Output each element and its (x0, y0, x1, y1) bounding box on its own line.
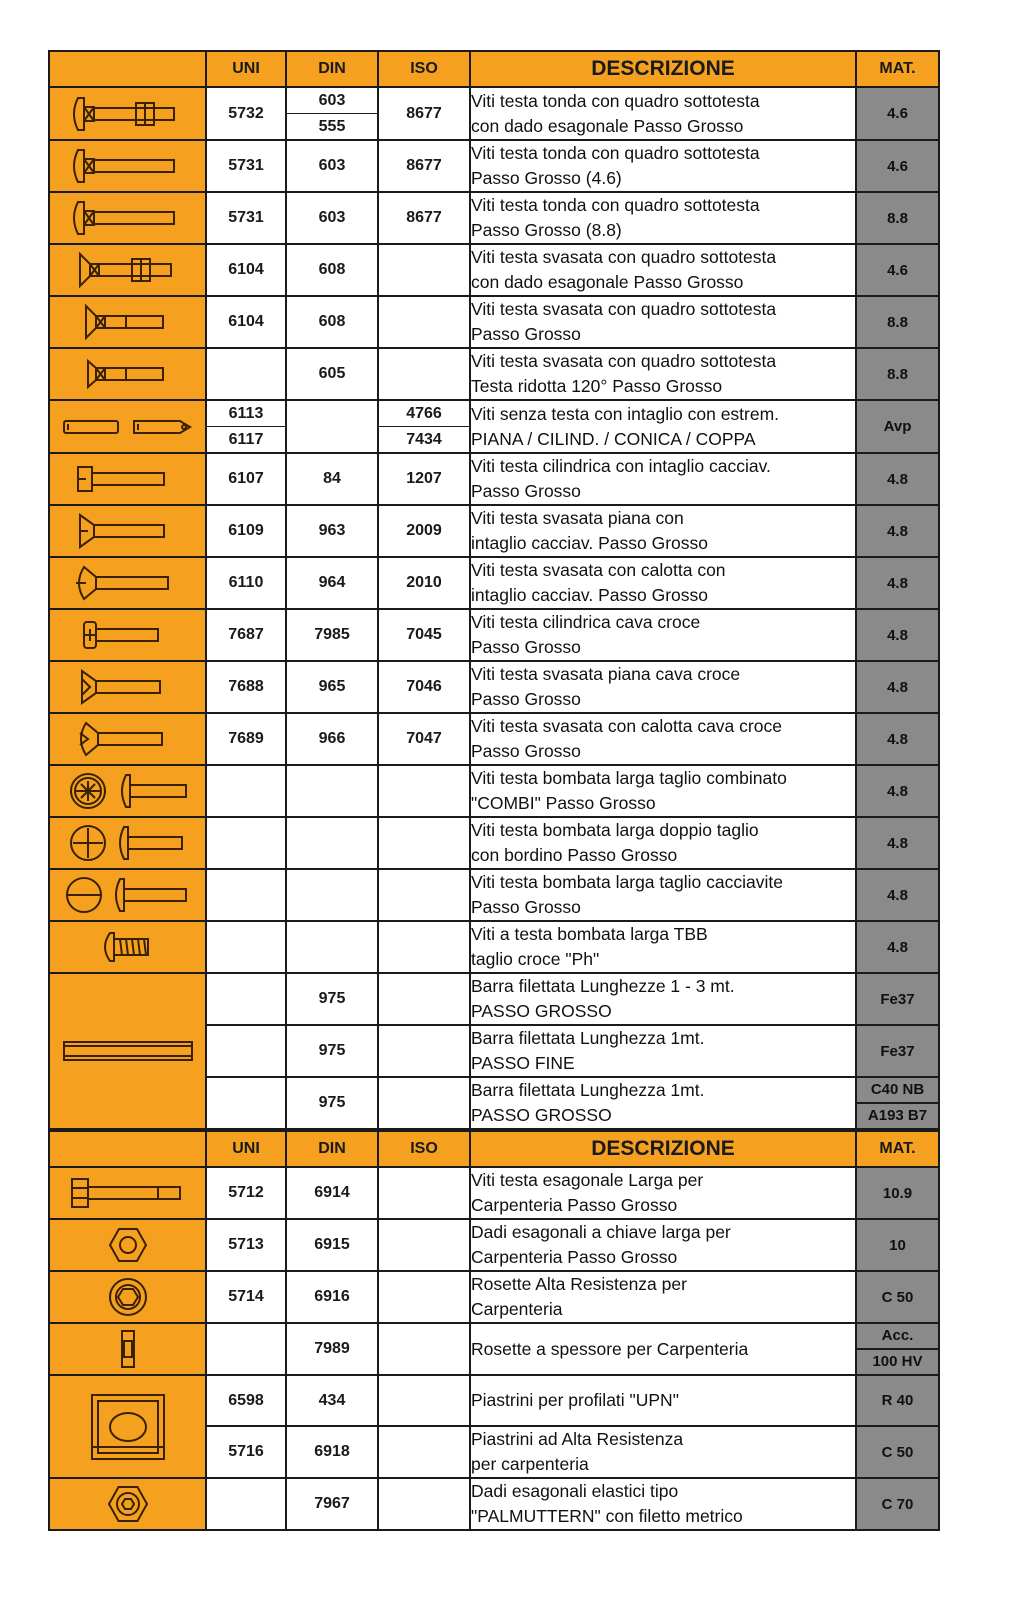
header-iso: ISO (378, 1131, 470, 1167)
material-cell: 8.8 (856, 296, 939, 348)
description-cell (470, 296, 856, 348)
structural-hex-nut-icon (50, 1223, 205, 1267)
din-cell: 7989 (286, 1323, 378, 1375)
description-cell (470, 1025, 856, 1077)
cell-line: Carpenteria Passo Grosso (471, 1195, 678, 1215)
header-descrizione: DESCRIZIONE (470, 51, 856, 87)
cell-line: Dadi esagonali a chiave larga per (471, 1222, 731, 1242)
material-cell: Avp (856, 400, 939, 453)
countersunk-square-bolt-nut-icon (50, 248, 205, 292)
iso-cell: 2009 (378, 505, 470, 557)
icon-cell (49, 192, 206, 244)
iso-cell (378, 973, 470, 1025)
description-cell (470, 192, 856, 244)
uni-cell (206, 1478, 286, 1530)
cell-line: Viti testa tonda con quadro sottotesta (471, 143, 760, 163)
din-cell: 603 (286, 192, 378, 244)
description-cell (470, 140, 856, 192)
uni-cell: 6598 (206, 1375, 286, 1426)
icon-cell (49, 557, 206, 609)
cell-line: Viti testa svasata con calotta con (471, 560, 726, 580)
header-uni: UNI (206, 51, 286, 87)
palnut-lock-nut-icon (50, 1482, 205, 1526)
cell-line: PASSO GROSSO (471, 1001, 612, 1021)
iso-cell: 1207 (378, 453, 470, 505)
cell-line: Piastrini per profilati "UPN" (471, 1390, 679, 1410)
description-cell (470, 87, 856, 140)
cell-line: Viti testa tonda con quadro sottotesta (471, 195, 760, 215)
description-cell (470, 1219, 856, 1271)
cell-line: Passo Grosso (471, 741, 581, 761)
uni-cell (206, 817, 286, 869)
header-uni: UNI (206, 1131, 286, 1167)
din-cell: 975 (286, 1077, 378, 1129)
description-cell (470, 921, 856, 973)
material-cell: 4.6 (856, 87, 939, 140)
din-cell: 975 (286, 973, 378, 1025)
icon-cell (49, 453, 206, 505)
carriage-bolt-icon (50, 144, 205, 188)
cell-line: 6113 (228, 405, 264, 422)
uni-cell: 6104 (206, 296, 286, 348)
material-cell: 4.6 (856, 140, 939, 192)
raised-countersunk-slotted-screw-icon (50, 561, 205, 605)
uni-cell: 6107 (206, 453, 286, 505)
table-row (49, 1323, 939, 1375)
cell-line: Passo Grosso (471, 689, 581, 709)
table-row (49, 1478, 939, 1530)
din-cell: 975 (286, 1025, 378, 1077)
material-cell: 4.8 (856, 713, 939, 765)
din-cell: 608 (286, 296, 378, 348)
cell-line: Viti testa svasata piana con (471, 508, 684, 528)
cell-line: Viti testa bombata larga doppio taglio (471, 820, 759, 840)
uni-cell (206, 869, 286, 921)
cell-line: Acc. (881, 1327, 914, 1344)
uni-cell: 7688 (206, 661, 286, 713)
table-header (49, 1131, 939, 1167)
description-cell (470, 869, 856, 921)
cell-line: taglio croce "Ph" (471, 949, 600, 969)
icon-cell (49, 921, 206, 973)
uni-cell (206, 973, 286, 1025)
icon-cell (49, 713, 206, 765)
uni-cell: 6104 (206, 244, 286, 296)
iso-cell (378, 921, 470, 973)
carriage-bolt-nut-icon (50, 92, 205, 136)
uni-cell (206, 1077, 286, 1129)
iso-cell (378, 296, 470, 348)
din-cell: 6914 (286, 1167, 378, 1219)
description-cell (470, 1077, 856, 1129)
countersunk-slotted-screw-icon (50, 509, 205, 553)
din-cell (286, 869, 378, 921)
material-cell: 4.8 (856, 817, 939, 869)
iso-cell (378, 348, 470, 400)
description-cell (470, 1426, 856, 1478)
cell-line: Viti a testa bombata larga TBB (471, 924, 708, 944)
din-cell: 964 (286, 557, 378, 609)
description-cell (470, 1167, 856, 1219)
uni-cell: 6109 (206, 505, 286, 557)
iso-cell: 7047 (378, 713, 470, 765)
table-row (49, 713, 939, 765)
cell-line: Viti testa svasata con quadro sottotesta (471, 247, 777, 267)
iso-cell: 8677 (378, 87, 470, 140)
iso-cell: 7046 (378, 661, 470, 713)
structural-hex-bolt-icon (50, 1171, 205, 1215)
din-cell: 605 (286, 348, 378, 400)
din-cell: 7985 (286, 609, 378, 661)
icon-cell (49, 296, 206, 348)
iso-cell: 2010 (378, 557, 470, 609)
uni-cell (206, 348, 286, 400)
icon-cell (49, 869, 206, 921)
cell-line: Viti testa bombata larga taglio cacciavite (471, 872, 783, 892)
cell-line: Passo Grosso (471, 637, 581, 657)
header-mat: MAT. (856, 51, 939, 87)
combi-pan-head-screw-icon (50, 769, 205, 813)
cell-line: Testa ridotta 120° Passo Grosso (471, 376, 723, 396)
cell-line: Viti testa cilindrica con intaglio cacciav. (471, 456, 771, 476)
material-cell: 10 (856, 1219, 939, 1271)
cell-line: Passo Grosso (471, 324, 581, 344)
description-cell (470, 400, 856, 453)
iso-cell: 8677 (378, 140, 470, 192)
cell-line: Carpenteria Passo Grosso (471, 1247, 678, 1267)
icon-cell (49, 1167, 206, 1219)
icon-cell (49, 348, 206, 400)
icon-cell (49, 1478, 206, 1530)
din-cell: 963 (286, 505, 378, 557)
header-icon-cell (49, 51, 206, 87)
table-row (49, 609, 939, 661)
uni-cell (206, 1025, 286, 1077)
countersunk-square-bolt-icon (50, 300, 205, 344)
uni-cell (206, 1323, 286, 1375)
material-cell: 4.8 (856, 869, 939, 921)
uni-cell: 5716 (206, 1426, 286, 1478)
material-cell: 8.8 (856, 348, 939, 400)
icon-cell (49, 1323, 206, 1375)
countersunk-cross-screw-icon (50, 665, 205, 709)
iso-cell: 7045 (378, 609, 470, 661)
table-row (49, 661, 939, 713)
icon-cell (49, 1375, 206, 1478)
uni-cell: 5713 (206, 1219, 286, 1271)
icon-cell (49, 609, 206, 661)
cell-line: 100 HV (857, 1348, 938, 1374)
iso-cell (378, 1167, 470, 1219)
cell-line: 603 (318, 92, 346, 109)
table-row (49, 1375, 939, 1426)
material-cell: 4.8 (856, 505, 939, 557)
icon-cell (49, 140, 206, 192)
cross-pan-head-screw-icon (50, 821, 205, 865)
din-cell (286, 87, 378, 140)
description-cell (470, 244, 856, 296)
description-cell (470, 609, 856, 661)
carriage-bolt-icon (50, 196, 205, 240)
icon-cell (49, 661, 206, 713)
description-cell (470, 453, 856, 505)
material-cell: C 50 (856, 1271, 939, 1323)
iso-cell (378, 1271, 470, 1323)
description-cell (470, 348, 856, 400)
uni-cell: 5731 (206, 192, 286, 244)
uni-cell (206, 921, 286, 973)
icon-cell (49, 87, 206, 140)
iso-cell (378, 244, 470, 296)
iso-cell (378, 817, 470, 869)
iso-cell (378, 765, 470, 817)
material-cell: 4.8 (856, 765, 939, 817)
description-cell (470, 765, 856, 817)
material-cell: 4.8 (856, 661, 939, 713)
description-cell (470, 661, 856, 713)
set-screw-icon (50, 405, 205, 449)
table-row (49, 244, 939, 296)
icon-cell (49, 973, 206, 1129)
din-cell: 84 (286, 453, 378, 505)
material-cell: R 40 (856, 1375, 939, 1426)
din-cell (286, 921, 378, 973)
cell-line: Passo Grosso (471, 481, 581, 501)
description-cell (470, 1375, 856, 1426)
thick-washer-icon (50, 1327, 205, 1371)
description-cell (470, 713, 856, 765)
uni-cell: 5714 (206, 1271, 286, 1323)
uni-cell (206, 400, 286, 453)
table-row (49, 192, 939, 244)
din-cell (286, 400, 378, 453)
iso-cell (378, 400, 470, 453)
tbb-screw-icon (50, 925, 205, 969)
din-cell: 7967 (286, 1478, 378, 1530)
uni-cell: 5732 (206, 87, 286, 140)
icon-cell (49, 505, 206, 557)
cell-line: C40 NB (870, 1081, 925, 1098)
fasteners-table (48, 50, 940, 1130)
din-cell: 6916 (286, 1271, 378, 1323)
cell-line: Barra filettata Lunghezza 1mt. (471, 1028, 705, 1048)
description-cell (470, 557, 856, 609)
cell-line: PASSO GROSSO (471, 1105, 612, 1125)
table-row (49, 296, 939, 348)
cell-line: Piastrini ad Alta Resistenza (471, 1429, 684, 1449)
slotted-pan-head-screw-icon (50, 873, 205, 917)
uni-cell: 5712 (206, 1167, 286, 1219)
material-cell: 4.8 (856, 453, 939, 505)
description-cell (470, 1271, 856, 1323)
material-cell: 4.6 (856, 244, 939, 296)
table-row (49, 400, 939, 453)
table-row (49, 505, 939, 557)
square-plate-washer-icon (50, 1387, 205, 1467)
header-icon-cell (49, 1131, 206, 1167)
iso-cell (378, 1025, 470, 1077)
cell-line: Viti testa esagonale Larga per (471, 1170, 704, 1190)
cell-line: 555 (287, 113, 377, 139)
icon-cell (49, 817, 206, 869)
material-cell: 4.8 (856, 609, 939, 661)
din-cell (286, 817, 378, 869)
cell-line: Viti testa svasata con calotta cava croce (471, 716, 782, 736)
table-row (49, 557, 939, 609)
material-cell: 4.8 (856, 921, 939, 973)
table-row (49, 87, 939, 140)
cell-line: "COMBI" Passo Grosso (471, 793, 656, 813)
header-din: DIN (286, 51, 378, 87)
iso-cell (378, 1375, 470, 1426)
description-cell (470, 505, 856, 557)
cheese-head-cross-screw-icon (50, 613, 205, 657)
uni-cell: 7687 (206, 609, 286, 661)
material-cell: C 70 (856, 1478, 939, 1530)
cell-line: Viti testa svasata con quadro sottotesta (471, 299, 777, 319)
cell-line: Passo Grosso (8.8) (471, 220, 622, 240)
cell-line: Carpenteria (471, 1299, 563, 1319)
cell-line: intaglio cacciav. Passo Grosso (471, 585, 709, 605)
iso-cell (378, 1478, 470, 1530)
cell-line: 4766 (406, 405, 442, 422)
description-cell (470, 1323, 856, 1375)
icon-cell (49, 400, 206, 453)
table-row (49, 921, 939, 973)
material-cell (856, 1077, 939, 1129)
uni-cell: 6110 (206, 557, 286, 609)
cell-line: Viti testa svasata con quadro sottotesta (471, 351, 777, 371)
iso-cell: 8677 (378, 192, 470, 244)
cell-line: Rosette Alta Resistenza per (471, 1274, 687, 1294)
uni-cell: 5731 (206, 140, 286, 192)
washer-icon (50, 1275, 205, 1319)
cell-line: con dado esagonale Passo Grosso (471, 115, 744, 136)
header-iso: ISO (378, 51, 470, 87)
din-cell: 6918 (286, 1426, 378, 1478)
din-cell: 6915 (286, 1219, 378, 1271)
icon-cell (49, 1219, 206, 1271)
din-cell: 434 (286, 1375, 378, 1426)
cell-line: 6117 (207, 426, 285, 452)
description-cell (470, 973, 856, 1025)
cell-line: Rosette a spessore per Carpenteria (471, 1338, 749, 1359)
cell-line: Viti testa tonda con quadro sottotesta (471, 90, 760, 111)
iso-cell (378, 1219, 470, 1271)
material-cell: Fe37 (856, 1025, 939, 1077)
threaded-bar-icon (50, 1029, 205, 1073)
cell-line: con dado esagonale Passo Grosso (471, 272, 744, 292)
material-cell: C 50 (856, 1426, 939, 1478)
cell-line: PASSO FINE (471, 1053, 575, 1073)
table-row (49, 973, 939, 1025)
cell-line: "PALMUTTERN" con filetto metrico (471, 1506, 743, 1526)
description-cell (470, 1478, 856, 1530)
iso-cell (378, 1077, 470, 1129)
description-cell (470, 817, 856, 869)
raised-countersunk-cross-screw-icon (50, 717, 205, 761)
table-row (49, 1219, 939, 1271)
cell-line: Passo Grosso (4.6) (471, 168, 622, 188)
countersunk-square-bolt-reduced-icon (50, 352, 205, 396)
material-cell (856, 1323, 939, 1375)
header-mat: MAT. (856, 1131, 939, 1167)
cell-line: Viti testa bombata larga taglio combinato (471, 768, 787, 788)
material-cell: Fe37 (856, 973, 939, 1025)
table-row (49, 348, 939, 400)
table-row (49, 1271, 939, 1323)
icon-cell (49, 244, 206, 296)
cheese-head-slotted-screw-icon (50, 457, 205, 501)
cell-line: intaglio cacciav. Passo Grosso (471, 533, 709, 553)
cell-line: Viti senza testa con intaglio con estrem. (471, 403, 780, 424)
iso-cell (378, 1426, 470, 1478)
cell-line: Viti testa svasata piana cava croce (471, 664, 741, 684)
structural-fasteners-table (48, 1130, 940, 1531)
cell-line: 7434 (379, 426, 469, 452)
uni-cell (206, 765, 286, 817)
cell-line: A193 B7 (857, 1102, 938, 1128)
cell-line: PIANA / CILIND. / CONICA / COPPA (471, 428, 756, 449)
uni-cell: 7689 (206, 713, 286, 765)
icon-cell (49, 1271, 206, 1323)
icon-cell (49, 765, 206, 817)
header-din: DIN (286, 1131, 378, 1167)
iso-cell (378, 869, 470, 921)
din-cell: 608 (286, 244, 378, 296)
cell-line: Barra filettata Lunghezza 1mt. (471, 1080, 705, 1100)
cell-line: Passo Grosso (471, 897, 581, 917)
cell-line: Barra filettata Lunghezze 1 - 3 mt. (471, 976, 735, 996)
din-cell: 966 (286, 713, 378, 765)
table-row (49, 869, 939, 921)
cell-line: Viti testa cilindrica cava croce (471, 612, 701, 632)
table-row (49, 453, 939, 505)
material-cell: 10.9 (856, 1167, 939, 1219)
table-header (49, 51, 939, 87)
cell-line: con bordino Passo Grosso (471, 845, 678, 865)
cell-line: per carpenteria (471, 1454, 589, 1474)
cell-line: Dadi esagonali elastici tipo (471, 1481, 679, 1501)
table-row (49, 1167, 939, 1219)
din-cell: 965 (286, 661, 378, 713)
din-cell: 603 (286, 140, 378, 192)
table-row (49, 140, 939, 192)
table-row (49, 817, 939, 869)
header-descrizione: DESCRIZIONE (470, 1131, 856, 1167)
table-row (49, 765, 939, 817)
din-cell (286, 765, 378, 817)
material-cell: 8.8 (856, 192, 939, 244)
iso-cell (378, 1323, 470, 1375)
material-cell: 4.8 (856, 557, 939, 609)
